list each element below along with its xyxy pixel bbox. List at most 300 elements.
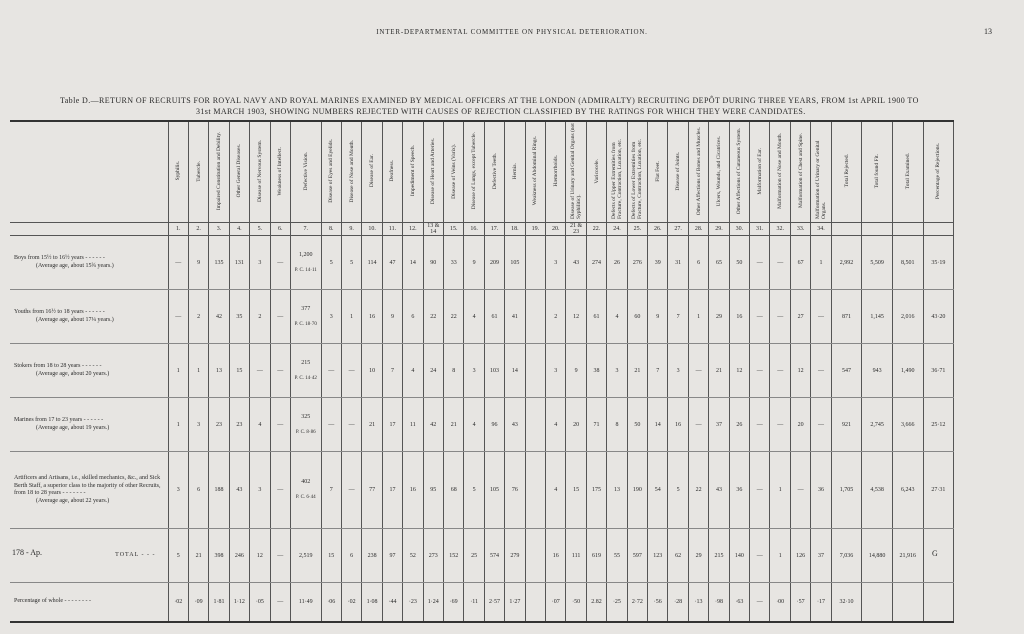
column-header-text: Total Examined. — [904, 152, 911, 190]
column-header — [770, 121, 790, 223]
cell-value: 175 — [592, 487, 602, 493]
column-header — [229, 121, 249, 223]
table-cell — [321, 452, 341, 529]
footer-left: 178 - Ap. — [12, 548, 42, 557]
table-cell — [750, 398, 770, 452]
column-header-text: Flat Feet. — [654, 160, 661, 182]
row-label-main: Artificers and Artisans, i.e., skilled mechanics, &c., and Sick Berth Staff, a superior class to the majority of other Recruits, from 18 to 28 years - - - - - - - — [14, 475, 161, 496]
table-cell — [525, 290, 545, 344]
total-cell: 273 — [423, 529, 443, 583]
cell-value: 27 — [797, 313, 804, 320]
cell-value: 114 — [367, 259, 377, 266]
column-number: 17. — [484, 223, 504, 236]
cell-value: — — [818, 421, 824, 428]
percentage-cell: 2.82 — [586, 583, 606, 623]
cell-value: 325 — [301, 413, 311, 420]
table-cell — [648, 398, 668, 452]
cell-value: 7 — [656, 367, 660, 374]
table-cell — [403, 290, 423, 344]
column-header-text: Disease of Urinary and Genital Organs (not Syphilitic). — [570, 123, 583, 219]
cell-value: 4 — [554, 421, 558, 428]
cell-value: 36·71 — [931, 367, 946, 374]
cell-value: 209 — [490, 259, 499, 266]
row-label — [10, 344, 168, 398]
cell-value: — — [777, 313, 784, 320]
column-header — [209, 121, 229, 223]
column-header-text: Disease of Lungs, except Tubercle. — [471, 132, 478, 210]
table-cell — [525, 398, 545, 452]
cell-value: 21 — [634, 367, 641, 374]
column-number: 15. — [443, 223, 463, 236]
cell-value: 68 — [450, 487, 457, 493]
table-cell — [290, 236, 321, 290]
total-cell: 25 — [464, 529, 484, 583]
table-cell — [341, 236, 361, 290]
cell-value: 1 — [697, 313, 701, 320]
table-cell — [627, 236, 647, 290]
cell-percent-note: P. C. 14·42 — [294, 375, 317, 381]
table-cell — [250, 290, 270, 344]
table-cell — [770, 290, 790, 344]
column-header-text: Varicocele. — [593, 158, 600, 184]
row-label — [10, 452, 168, 529]
table-cell — [627, 344, 647, 398]
percentage-cell: ·17 — [811, 583, 831, 623]
cell-value: 3 — [676, 367, 680, 374]
table-cell — [168, 290, 188, 344]
table-cell — [443, 452, 463, 529]
table-cell — [403, 398, 423, 452]
table-cell — [270, 290, 290, 344]
cell-value: 2 — [554, 313, 558, 320]
cell-value: 61 — [593, 313, 600, 320]
cell-value: 6 — [697, 259, 701, 266]
table-cell — [923, 398, 954, 452]
column-header — [423, 121, 443, 223]
row-label-main: Boys from 15½ to 16½ years - - - - - - — [14, 255, 105, 261]
cell-value: — — [818, 367, 824, 374]
table-cell — [668, 344, 688, 398]
table-cell — [209, 452, 229, 529]
cell-value: — — [348, 421, 355, 428]
percentage-cell: 1·12 — [229, 583, 249, 623]
column-number: 25. — [627, 223, 647, 236]
table-cell — [892, 398, 923, 452]
row-label-main: Stokers from 18 to 28 years - - - - - - — [14, 363, 102, 369]
cell-value: 4 — [258, 421, 262, 428]
cell-value: 6 — [197, 487, 201, 493]
cell-value: 4 — [615, 313, 619, 320]
percentage-cell: 1·08 — [362, 583, 382, 623]
percentage-cell: ·28 — [668, 583, 688, 623]
table-cell — [188, 344, 208, 398]
cell-value: 20 — [797, 421, 804, 428]
table-cell — [250, 236, 270, 290]
column-header — [750, 121, 770, 223]
table-cell — [586, 290, 606, 344]
cell-value: 12 — [736, 367, 743, 374]
table-cell — [546, 398, 566, 452]
cell-value: — — [777, 259, 784, 266]
column-header-text: Percentage of Rejections. — [935, 142, 942, 200]
cell-value: 22 — [430, 313, 437, 320]
column-number: 20. — [546, 223, 566, 236]
cell-value: — — [348, 487, 355, 493]
cell-value: 2 — [258, 313, 262, 320]
cell-value: 871 — [842, 313, 851, 320]
cell-value: 1 — [778, 487, 782, 493]
total-cell: 62 — [668, 529, 688, 583]
cell-value: 3 — [197, 421, 201, 428]
table-cell — [341, 290, 361, 344]
cell-value: 6,243 — [900, 487, 915, 493]
table-cell — [770, 344, 790, 398]
cell-value: 60 — [634, 313, 641, 320]
cell-value: 25·12 — [931, 421, 946, 428]
cell-value: 1 — [176, 367, 180, 374]
cell-value: 188 — [214, 487, 224, 493]
table-cell — [688, 290, 708, 344]
total-cell: — — [270, 529, 290, 583]
cell-value: — — [348, 367, 355, 374]
column-header — [586, 121, 606, 223]
table-cell — [607, 452, 627, 529]
total-cell: 1 — [770, 529, 790, 583]
column-number: 27. — [668, 223, 688, 236]
table-cell — [229, 452, 249, 529]
column-header — [250, 121, 270, 223]
cell-value: — — [756, 259, 763, 266]
table-cell — [566, 290, 586, 344]
column-header — [505, 121, 525, 223]
cell-value: 12 — [797, 367, 804, 374]
table-cell — [923, 344, 954, 398]
cell-value: 2,016 — [900, 313, 915, 320]
table-cell — [484, 452, 504, 529]
table-cell — [831, 344, 862, 398]
table-cell — [627, 290, 647, 344]
table-cell — [729, 236, 749, 290]
table-cell — [464, 236, 484, 290]
cell-value: 37 — [715, 421, 722, 428]
cell-percent-note: P. C. 14·11 — [294, 267, 317, 273]
percentage-cell — [892, 583, 923, 623]
percentage-cell: ·50 — [566, 583, 586, 623]
cell-value: 31 — [675, 259, 682, 266]
table-cell — [750, 290, 770, 344]
cell-value: 2 — [197, 313, 201, 320]
table-cell — [586, 236, 606, 290]
table-cell — [443, 236, 463, 290]
total-cell: 12 — [250, 529, 270, 583]
cell-value: 921 — [842, 421, 851, 428]
table-cell — [627, 398, 647, 452]
cell-value: 5 — [676, 487, 680, 493]
cell-value: 1 — [197, 367, 201, 374]
table-cell — [484, 398, 504, 452]
table-cell — [831, 452, 862, 529]
table-cell — [505, 290, 525, 344]
total-cell: 6 — [341, 529, 361, 583]
cell-value: 5 — [472, 487, 476, 493]
cell-value: 3 — [329, 313, 333, 320]
row-label-sub: (Average age, about 19 years.) — [36, 424, 110, 431]
table-cell — [525, 236, 545, 290]
cell-value: 43 — [715, 487, 722, 493]
table-cell — [648, 344, 668, 398]
table-cell — [586, 452, 606, 529]
column-number: 10. — [362, 223, 382, 236]
cell-value: — — [777, 367, 784, 374]
table-cell — [382, 290, 402, 344]
total-cell: 97 — [382, 529, 402, 583]
column-header-text: Disease of Heart and Arteries. — [430, 137, 437, 205]
table-cell — [750, 236, 770, 290]
cell-value: 29 — [715, 313, 722, 320]
column-header — [648, 121, 668, 223]
table-row — [10, 398, 954, 452]
column-header-text: Ulcers, Wounds, and Cicatrices. — [715, 135, 722, 207]
total-cell: 238 — [362, 529, 382, 583]
cell-value: 5,509 — [870, 259, 884, 266]
percentage-cell: 11·49 — [290, 583, 321, 623]
table-cell — [546, 236, 566, 290]
column-number: 6. — [270, 223, 290, 236]
column-header-text: Defective Teeth. — [491, 152, 498, 190]
cell-value: 50 — [634, 421, 641, 428]
column-header — [484, 121, 504, 223]
cell-value: 274 — [592, 259, 602, 266]
table-cell — [770, 452, 790, 529]
row-label-sub: (Average age, about 20 years.) — [36, 370, 110, 377]
cell-value: 36 — [736, 487, 743, 493]
cell-value: 3 — [258, 487, 262, 493]
cell-value: 1 — [819, 259, 823, 266]
column-header-text: Disease of Ear. — [369, 154, 376, 188]
table-cell — [382, 398, 402, 452]
table-cell — [709, 452, 729, 529]
total-cell: 21,916 — [892, 529, 923, 583]
cell-value: — — [756, 421, 763, 428]
column-header-text: Disease of Veins (Varix). — [450, 143, 457, 199]
total-cell: 55 — [607, 529, 627, 583]
column-header-text: Weakness of Intellect. — [277, 146, 284, 196]
table-cell — [862, 398, 893, 452]
total-cell: 15 — [321, 529, 341, 583]
table-cell — [290, 452, 321, 529]
column-number: 26. — [648, 223, 668, 236]
table-cell — [648, 236, 668, 290]
table-cell — [709, 236, 729, 290]
total-cell: 52 — [403, 529, 423, 583]
column-header-text: Other General Diseases. — [236, 144, 243, 198]
cell-value: 215 — [301, 359, 311, 366]
cell-value: 1 — [350, 313, 354, 320]
table-cell — [321, 236, 341, 290]
total-cell: 279 — [505, 529, 525, 583]
table-cell — [382, 344, 402, 398]
cell-value: 35·19 — [931, 259, 946, 266]
cell-value: 23 — [216, 421, 223, 428]
column-header — [892, 121, 923, 223]
cell-value: 6 — [411, 313, 415, 320]
column-number: 21 & 23 — [566, 223, 586, 236]
column-number — [892, 223, 923, 236]
table-cell — [770, 236, 790, 290]
cell-value: 36 — [818, 487, 824, 493]
table-cell — [403, 452, 423, 529]
table-cell — [586, 398, 606, 452]
total-cell: 619 — [586, 529, 606, 583]
cell-value: 4 — [472, 421, 476, 428]
table-cell — [423, 344, 443, 398]
cell-value: 21 — [450, 421, 457, 428]
table-cell — [423, 452, 443, 529]
table-cell — [403, 344, 423, 398]
column-number: 33. — [790, 223, 810, 236]
cell-value: 24 — [430, 367, 437, 374]
table-cell — [423, 290, 443, 344]
total-row — [10, 529, 954, 583]
cell-value: — — [175, 313, 182, 320]
cell-value: 1,490 — [900, 367, 915, 374]
cell-value: 4 — [411, 367, 415, 374]
column-header — [709, 121, 729, 223]
total-cell: 140 — [729, 529, 749, 583]
total-cell: 123 — [648, 529, 668, 583]
cell-value: — — [277, 367, 284, 374]
cell-value: — — [756, 367, 763, 374]
cell-value: 10 — [369, 367, 376, 374]
percentage-cell: ·23 — [403, 583, 423, 623]
cell-value: 33 — [450, 259, 457, 266]
cell-percent-note: P. C. 8·86 — [295, 429, 316, 435]
column-header-text: Hernia. — [511, 162, 518, 180]
percentage-cell: ·02 — [168, 583, 188, 623]
cell-value: — — [695, 367, 702, 374]
table-cell — [831, 290, 862, 344]
cell-value: 96 — [491, 421, 498, 428]
column-number: 32. — [770, 223, 790, 236]
table-row — [10, 344, 954, 398]
cell-value: 17 — [389, 421, 396, 428]
cell-value: 3 — [554, 367, 558, 374]
table-cell — [811, 290, 831, 344]
cell-value: 7 — [329, 487, 333, 493]
column-number: 16. — [464, 223, 484, 236]
cell-value: 103 — [490, 367, 499, 374]
cell-value: 47 — [389, 259, 396, 266]
table-cell — [270, 452, 290, 529]
column-header-text: Disease of Nose and Mouth. — [348, 139, 355, 203]
cell-value: 943 — [872, 367, 882, 374]
cell-value: 42 — [430, 421, 437, 428]
cell-value: 16 — [409, 487, 416, 493]
percentage-cell: ·06 — [321, 583, 341, 623]
table-cell — [750, 452, 770, 529]
table-cell — [607, 398, 627, 452]
table-cell — [586, 344, 606, 398]
cell-value: 377 — [301, 305, 311, 312]
column-number: 2. — [188, 223, 208, 236]
column-header-text: Impediment of Speech. — [409, 145, 416, 197]
table-cell — [250, 452, 270, 529]
column-header — [566, 121, 586, 223]
column-header — [341, 121, 361, 223]
cell-value: 13 — [216, 367, 223, 374]
cell-value: 135 — [214, 259, 224, 266]
cell-value: 42 — [216, 313, 223, 320]
table-cell — [423, 398, 443, 452]
column-header-text: Disease of Joints. — [675, 151, 682, 191]
cell-value: 35 — [236, 313, 243, 320]
table-cell — [923, 452, 954, 529]
cell-value: 12 — [573, 313, 580, 320]
cell-value: — — [695, 421, 702, 428]
table-cell — [321, 290, 341, 344]
column-header — [862, 121, 893, 223]
column-number: 9. — [341, 223, 361, 236]
cell-value: 1,705 — [839, 487, 854, 493]
percentage-cell: 32·10 — [831, 583, 862, 623]
column-number: 3. — [209, 223, 229, 236]
table-cell — [750, 344, 770, 398]
column-header — [525, 121, 545, 223]
total-cell: 14,880 — [862, 529, 893, 583]
table-cell — [546, 344, 566, 398]
table-cell — [790, 344, 810, 398]
cell-value: 15 — [573, 487, 580, 493]
running-header: INTER-DEPARTMENTAL COMMITTEE ON PHYSICAL DETERIORATION. — [376, 28, 648, 36]
column-number: 31. — [750, 223, 770, 236]
cell-value: 41 — [511, 313, 518, 320]
table-cell — [229, 290, 249, 344]
cell-value: 9 — [197, 259, 201, 266]
column-header-text: Deafness. — [389, 160, 396, 182]
cell-value: 3 — [554, 259, 558, 266]
percentage-cell: 1·24 — [423, 583, 443, 623]
table-cell — [709, 290, 729, 344]
cell-value: — — [328, 367, 335, 374]
table-cell — [362, 344, 382, 398]
column-number: 7. — [290, 223, 321, 236]
column-number: 24. — [607, 223, 627, 236]
percentage-cell — [525, 583, 545, 623]
column-number: 12. — [403, 223, 423, 236]
total-cell — [923, 529, 954, 583]
column-header — [188, 121, 208, 223]
table-row — [10, 290, 954, 344]
total-cell: 5 — [168, 529, 188, 583]
cell-value: 3 — [258, 259, 262, 266]
percentage-cell: 1·27 — [505, 583, 525, 623]
table-cell — [688, 398, 708, 452]
table-cell — [321, 344, 341, 398]
cell-value: — — [277, 313, 284, 320]
table-cell — [811, 452, 831, 529]
table-cell — [648, 452, 668, 529]
column-number — [923, 223, 954, 236]
percentage-cell: ·69 — [443, 583, 463, 623]
table-cell — [892, 452, 923, 529]
column-header — [290, 121, 321, 223]
cell-value: 5 — [329, 259, 333, 266]
percentage-cell: ·56 — [648, 583, 668, 623]
cell-value: — — [277, 421, 284, 428]
cell-value: 402 — [301, 479, 311, 485]
cell-value: 17 — [389, 487, 396, 493]
table-cell — [209, 398, 229, 452]
